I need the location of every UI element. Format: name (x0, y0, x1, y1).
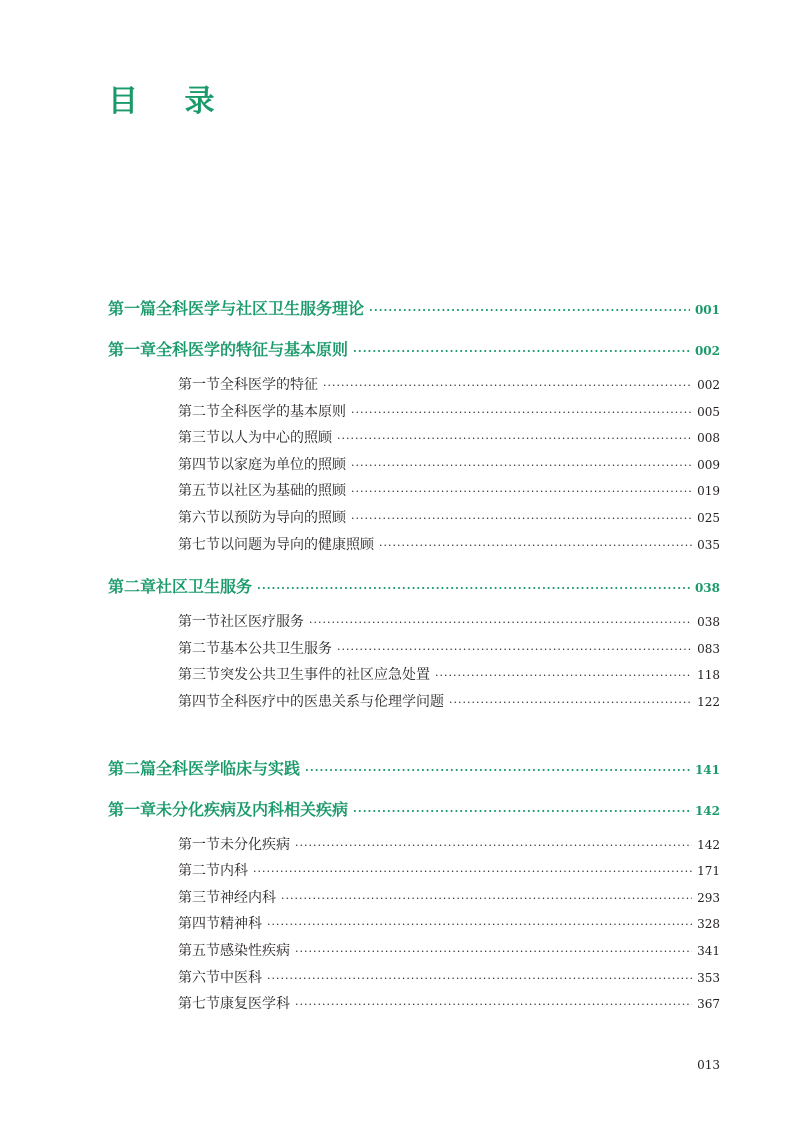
section-title: 全科医学的特征 (220, 377, 318, 393)
dot-leader (257, 582, 690, 595)
page-title: 目 录 (108, 84, 233, 119)
part-label: 第二篇 (108, 758, 157, 778)
page-number: 005 (697, 404, 720, 419)
toc-section[interactable] (108, 534, 720, 561)
toc-section[interactable] (108, 401, 720, 428)
page-number: 142 (694, 803, 720, 818)
toc-chapter-2[interactable] (108, 574, 720, 601)
toc-section[interactable] (108, 427, 720, 454)
toc-chapter-3[interactable] (108, 797, 720, 824)
dot-leader (305, 764, 690, 777)
page-number: 002 (694, 344, 720, 358)
toc-section[interactable] (108, 967, 720, 994)
section-title: 以社区为基础的照顾 (220, 483, 346, 500)
part-title: 全科医学与社区卫生服务理论 (156, 299, 365, 318)
section-label: 第六节 (178, 509, 220, 526)
section-title: 以家庭为单位的照顾 (220, 456, 346, 473)
dot-leader (253, 865, 692, 878)
dot-leader (379, 539, 692, 552)
section-list (108, 611, 720, 717)
section-label: 第四节 (178, 916, 220, 933)
page-number: 118 (697, 668, 720, 683)
section-label: 第七节 (178, 536, 220, 553)
section-label: 第七节 (178, 996, 220, 1013)
section-label: 第三节 (178, 889, 220, 906)
chapter-label: 第一章 (108, 799, 157, 819)
toc-section[interactable] (108, 834, 720, 861)
page-number: 122 (697, 694, 720, 709)
toc-section[interactable] (108, 940, 720, 967)
toc-section[interactable] (108, 691, 720, 718)
toc-section[interactable] (108, 993, 720, 1020)
dot-leader (295, 839, 692, 852)
section-title: 以预防为导向的照顾 (220, 509, 346, 526)
section-label: 第一节 (178, 377, 220, 393)
page-number: 038 (694, 581, 720, 596)
dot-leader (351, 406, 692, 419)
folio-page-number: 013 (697, 1058, 720, 1072)
section-list (108, 374, 720, 560)
section-label: 第五节 (178, 483, 220, 500)
page-number: 293 (697, 890, 720, 905)
section-title: 中医科 (220, 969, 262, 986)
page-number: 002 (697, 378, 720, 392)
section-label: 第一节 (178, 614, 220, 631)
page-number: 367 (697, 997, 720, 1012)
page-number: 341 (697, 943, 720, 958)
dot-leader (369, 304, 690, 317)
chapter-title: 社区卫生服务 (156, 577, 253, 597)
section-title: 以问题为导向的健康照顾 (220, 536, 374, 553)
dot-leader (337, 432, 692, 445)
section-label: 第四节 (178, 693, 220, 710)
dot-leader (435, 669, 692, 682)
section-label: 第二节 (178, 640, 220, 657)
toc-section[interactable] (108, 611, 720, 638)
section-title: 全科医疗中的医患关系与伦理学问题 (220, 693, 444, 710)
dot-leader (267, 918, 692, 931)
page-number: 019 (697, 484, 720, 499)
section-title: 精神科 (220, 916, 262, 933)
section-list (108, 834, 720, 1020)
dot-leader (351, 512, 692, 525)
page-number: 142 (697, 837, 720, 852)
page-number: 353 (697, 970, 720, 985)
dot-leader (295, 998, 692, 1011)
dot-leader (449, 696, 692, 709)
section-label: 第六节 (178, 969, 220, 986)
dot-leader (323, 379, 692, 392)
page-number: 009 (697, 457, 720, 472)
section-title: 内科 (220, 863, 248, 880)
section-label: 第二节 (178, 863, 220, 880)
toc-part-2[interactable] (108, 756, 720, 783)
section-title: 全科医学的基本原则 (220, 403, 346, 420)
toc-section[interactable] (108, 638, 720, 665)
page-number: 141 (694, 762, 720, 777)
toc-section[interactable] (108, 664, 720, 691)
dot-leader (309, 616, 692, 629)
part-title: 全科医学临床与实践 (156, 758, 301, 778)
page-number: 038 (697, 615, 720, 630)
chapter-title: 未分化疾病及内科相关疾病 (156, 799, 349, 819)
section-label: 第二节 (178, 403, 220, 420)
dot-leader (337, 643, 692, 656)
section-label: 第五节 (178, 942, 220, 959)
toc-section[interactable] (108, 860, 720, 887)
page-number: 035 (697, 537, 720, 552)
dot-leader (267, 972, 692, 985)
section-title: 突发公共卫生事件的社区应急处置 (220, 667, 430, 684)
section-label: 第四节 (178, 456, 220, 473)
toc-section[interactable] (108, 887, 720, 914)
toc-part-1[interactable] (108, 296, 720, 323)
page-number: 001 (694, 303, 720, 317)
table-of-contents (108, 296, 720, 1020)
page-number: 083 (697, 641, 720, 656)
section-label: 第一节 (178, 836, 220, 853)
section-title: 社区医疗服务 (220, 614, 304, 631)
part-label: 第一篇 (108, 299, 157, 318)
page-number: 328 (697, 917, 720, 932)
dot-leader (295, 945, 692, 958)
page-number: 008 (697, 431, 720, 446)
page-number: 025 (697, 510, 720, 525)
section-title: 康复医学科 (220, 996, 290, 1013)
section-title: 未分化疾病 (220, 836, 290, 853)
section-title: 神经内科 (220, 889, 276, 906)
toc-section[interactable] (108, 454, 720, 481)
page-number: 171 (697, 864, 720, 879)
dot-leader (351, 485, 692, 498)
toc-chapter-1[interactable] (108, 337, 720, 364)
dot-leader (353, 345, 690, 358)
toc-section[interactable] (108, 480, 720, 507)
dot-leader (353, 805, 690, 818)
section-title: 以人为中心的照顾 (220, 430, 332, 447)
section-label: 第三节 (178, 430, 220, 447)
dot-leader (281, 892, 692, 905)
toc-section[interactable] (108, 374, 720, 401)
toc-section[interactable] (108, 913, 720, 940)
chapter-label: 第一章 (108, 340, 157, 359)
chapter-title: 全科医学的特征与基本原则 (156, 340, 349, 359)
toc-section[interactable] (108, 507, 720, 534)
dot-leader (351, 459, 692, 472)
chapter-label: 第二章 (108, 577, 157, 597)
section-label: 第三节 (178, 667, 220, 684)
section-title: 感染性疾病 (220, 942, 290, 959)
section-title: 基本公共卫生服务 (220, 640, 332, 657)
